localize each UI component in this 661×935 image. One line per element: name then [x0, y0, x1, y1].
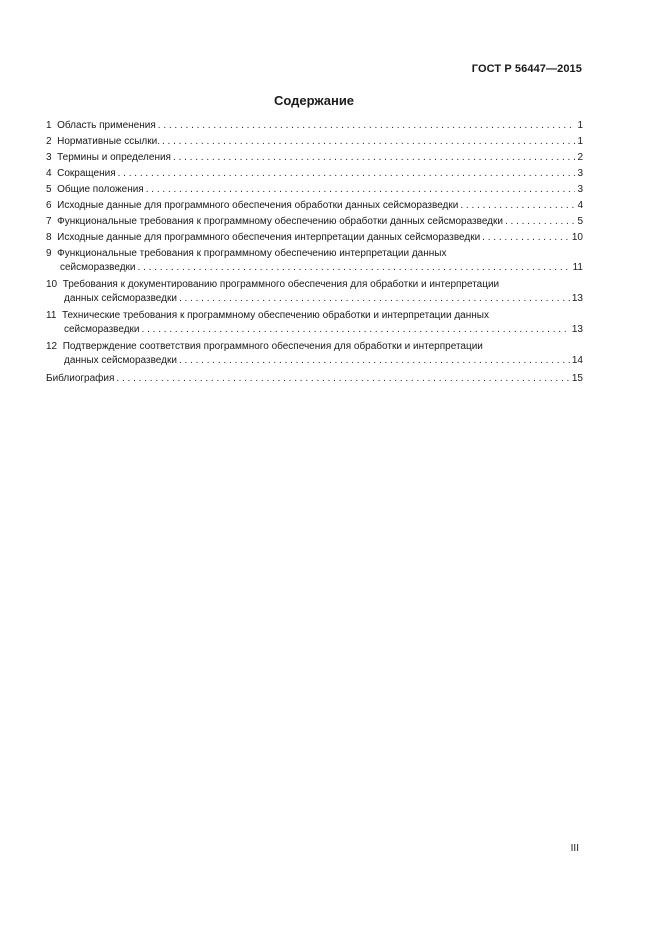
toc-entry-page: 1 [577, 120, 583, 131]
dot-leader [173, 150, 575, 166]
toc-entry-text: Библиография [46, 373, 115, 384]
dot-leader [116, 371, 569, 387]
toc-entry[interactable] [46, 309, 583, 339]
toc-entry[interactable] [46, 371, 583, 387]
toc-entry[interactable] [46, 340, 583, 370]
toc-entry-page: 5 [577, 216, 583, 227]
toc-entry-page: 1 [577, 136, 583, 147]
dot-leader [146, 182, 576, 198]
toc-entry-text: 2 Нормативные ссылки. [46, 136, 160, 147]
dot-leader [158, 118, 576, 134]
dot-leader [179, 354, 570, 368]
dot-leader [118, 166, 576, 182]
toc-entry-page: 10 [571, 232, 583, 243]
dot-leader [142, 323, 570, 337]
toc-entry-text-continued: сейсморазведки [60, 262, 136, 273]
toc-entry[interactable] [46, 134, 583, 150]
toc-entry-text: 4 Сокращения [46, 168, 116, 179]
dot-leader [162, 134, 575, 150]
document-code: ГОСТ Р 56447—2015 [471, 63, 582, 75]
toc-entry[interactable] [46, 214, 583, 230]
toc-entry[interactable] [46, 166, 583, 182]
dot-leader [138, 261, 571, 275]
toc-entry-text: 10 Требования к документированию программного обеспечения для обработки и интерпретации [46, 279, 500, 290]
toc-entry-text: 3 Термины и определения [46, 152, 171, 163]
dot-leader [179, 292, 570, 306]
toc-entry-page: 13 [571, 324, 583, 335]
dot-leader [460, 198, 575, 214]
toc-entry-text: 6 Исходные данные для программного обеспечения обработки данных сейсморазведки [46, 200, 459, 211]
toc-entry-page: 3 [577, 184, 583, 195]
toc-entry[interactable] [46, 182, 583, 198]
toc-entry-text-continued: данных сейсморазведки [64, 355, 177, 366]
toc-entry-text: 8 Исходные данные для программного обеспечения интерпретации данных сейсморазведки [46, 232, 481, 243]
toc-entry[interactable] [46, 230, 583, 246]
dot-leader [482, 230, 570, 246]
toc-entry[interactable] [46, 247, 583, 277]
dot-leader [505, 214, 575, 230]
toc-entry-text: 7 Функциональные требования к программному обеспечению обработки данных сейсморазведки [46, 216, 503, 227]
toc-entry-text-continued: данных сейсморазведки [64, 293, 177, 304]
toc-entry-page: 15 [571, 373, 583, 384]
toc-entry-page: 4 [577, 200, 583, 211]
toc-entry-page: 14 [571, 355, 583, 366]
page-number: III [570, 843, 579, 854]
toc-entry-page: 13 [571, 293, 583, 304]
table-of-contents [46, 118, 583, 387]
toc-entry-page: 2 [577, 152, 583, 163]
toc-entry-page: 3 [577, 168, 583, 179]
toc-entry-text: 11 Технические требования к программному обеспечению обработки и интерпретации данных [46, 310, 489, 321]
toc-entry[interactable] [46, 198, 583, 214]
toc-entry-text: 5 Общие положения [46, 184, 144, 195]
toc-entry[interactable] [46, 118, 583, 134]
toc-entry-text: 12 Подтверждение соответствия программного обеспечения для обработки и интерпретации [46, 341, 483, 352]
toc-entry-page: 11 [572, 262, 583, 273]
toc-title: Содержание [273, 93, 355, 108]
toc-entry-text-continued: сейсморазведки [64, 324, 140, 335]
toc-entry-text: 1 Область применения [46, 120, 156, 131]
toc-entry[interactable] [46, 278, 583, 308]
toc-entry-text: 9 Функциональные требования к программному обеспечению интерпретации данных [46, 248, 447, 259]
toc-entry[interactable] [46, 150, 583, 166]
